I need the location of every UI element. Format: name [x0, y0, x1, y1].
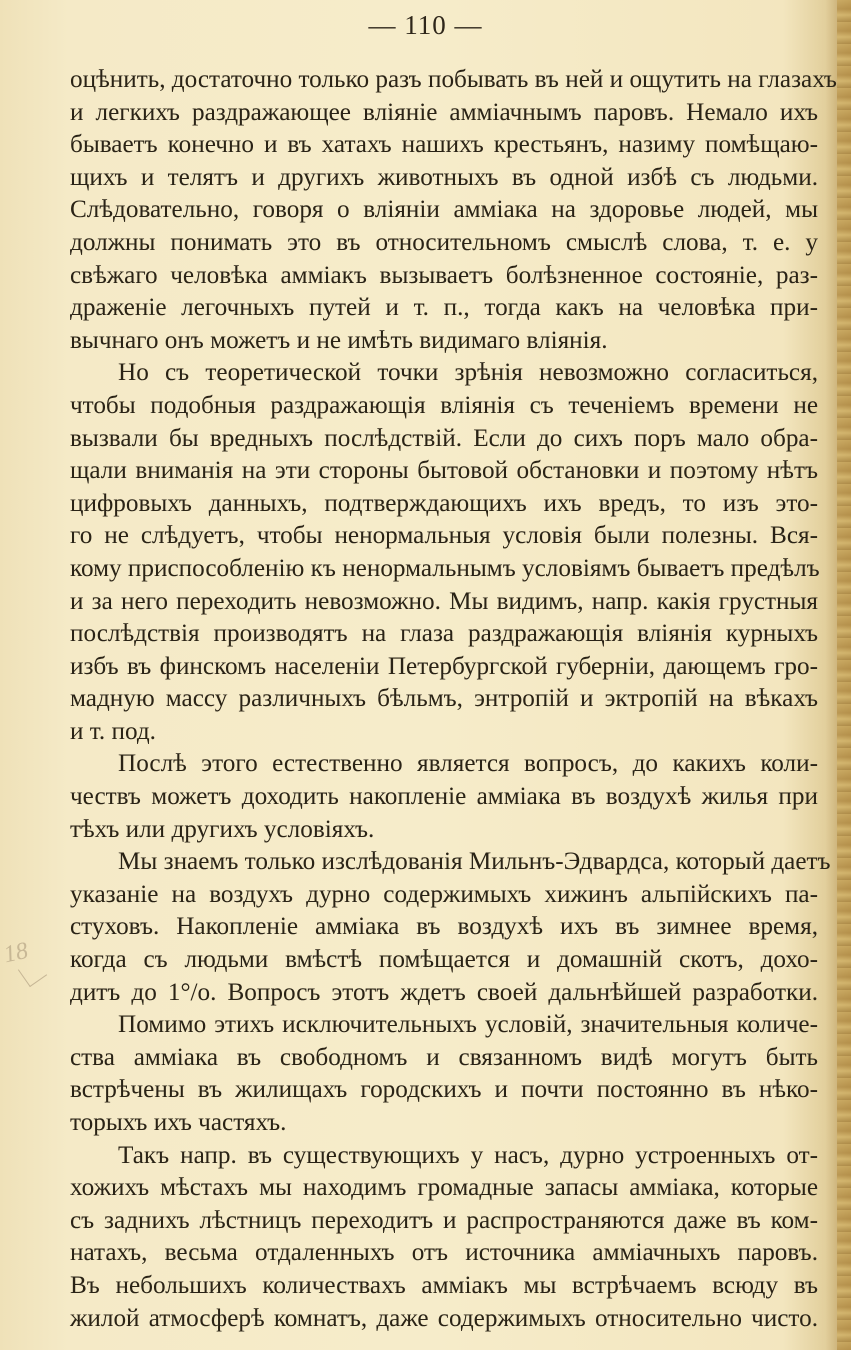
text-line: щали вниманія на эти стороны бытовой обстановки и поэтому нѣтъ [70, 457, 818, 485]
text-line: торыхъ ихъ частяхъ. [70, 1109, 287, 1136]
text-line: кому приспособленію къ ненормальнымъ условіямъ бываетъ предѣлъ [70, 554, 820, 582]
text-line: указаніе на воздухъ дурно содержимыхъ хижинъ альпійскихъ па- [70, 880, 818, 908]
text-line: мадную массу различныхъ бѣльмъ, энтропій и эктропій на вѣкахъ [70, 685, 818, 713]
text-line: Послѣ этого естественно является вопросъ, до какихъ коли- [118, 750, 818, 778]
text-line: дитъ до 1°/о. Вопросъ этотъ ждетъ своей дальнѣйшей разработки. [70, 978, 818, 1006]
text-line: натахъ, весьма отдаленныхъ отъ источника аммiачныхъ паровъ. [70, 1239, 818, 1267]
body-text [70, 64, 837, 1335]
text-line: встрѣчены въ жилищахъ городскихъ и почти постоянно въ нѣко- [70, 1076, 818, 1104]
text-line: свѣжаго человѣка аммiакъ вызываетъ болѣзненное состояніе, раз- [70, 261, 818, 289]
text-line: послѣдствія производятъ на глаза раздражающія вліянія курныхъ [70, 620, 818, 648]
text-line: Мы знаемъ только изслѣдованія Мильнъ-Эдвардса, который даетъ [118, 848, 831, 876]
text-line: избъ въ финскомъ населеніи Петербургской губерніи, дающемъ гро- [70, 652, 818, 680]
text-line: хожихъ мѣстахъ мы находимъ громадные запасы аммiака, которые [70, 1174, 818, 1202]
text-line: когда съ людьми вмѣстѣ помѣщается и домашній скотъ, дохо- [70, 946, 818, 974]
text-line: Слѣдовательно, говоря о вліяніи аммiака на здоровье людей, мы [70, 196, 818, 224]
text-line: цифровыхъ данныхъ, подтверждающихъ ихъ вредъ, то изъ это- [70, 489, 818, 517]
text-line: Такъ напр. въ существующихъ у насъ, дурно устроенныхъ от- [118, 1141, 818, 1169]
text-line: тѣхъ или другихъ условіяхъ. [70, 815, 375, 843]
text-line: ства аммiака въ свободномъ и связанномъ видѣ могутъ быть [70, 1043, 818, 1071]
text-line: оцѣнить, достаточно только разъ побывать въ ней и ощутить на глазахъ [70, 66, 837, 93]
text-line: чтобы подобныя раздражающія вліянія съ теченіемъ времени не [70, 391, 818, 419]
text-line: и легкихъ раздражающее вліяніе аммiачнымъ паровъ. Немало ихъ [70, 98, 818, 126]
text-line: чествъ можетъ доходить накопленіе аммiака въ воздухѣ жилья при [70, 783, 818, 811]
text-line: и за него переходить невозможно. Мы видимъ, напр. какія грустныя [70, 587, 818, 615]
text-line: вычнаго онъ можетъ и не имѣть видимаго вліянія. [70, 326, 608, 354]
text-line: щихъ и телятъ и другихъ животныхъ въ одной избѣ съ людьми. [70, 163, 818, 191]
text-line: съ заднихъ лѣстницъ переходитъ и распространяются даже въ ком- [70, 1206, 818, 1234]
margin-annotation: 18 [1, 937, 31, 969]
text-line: должны понимать это въ относительномъ смыслѣ слова, т. е. у [70, 228, 818, 256]
text-line: Но съ теоретической точки зрѣнія невозможно согласиться, [118, 359, 818, 387]
text-line: жилой атмосферѣ комнатъ, даже содержимыхъ относительно чисто. [70, 1304, 818, 1332]
text-line: вызвали бы вредныхъ послѣдствій. Если до сихъ поръ мало обра- [70, 424, 818, 452]
text-line: драженіе легочныхъ путей и т. п., тогда какъ на человѣка при- [70, 294, 818, 322]
text-line: стуховъ. Накопленіе аммiака въ воздухѣ ихъ въ зимнее время, [70, 913, 818, 941]
page-edge [837, 0, 851, 1350]
text-line: го не слѣдуетъ, чтобы ненормальныя условія были полезны. Вся- [70, 522, 818, 550]
text-line: и т. под. [70, 717, 156, 745]
page-number: — 110 — [368, 10, 483, 40]
text-line: бываетъ конечно и въ хатахъ нашихъ крестьянъ, назиму помѣщаю- [70, 131, 818, 159]
text-line: Помимо этихъ исключительныхъ условій, значительныя количе- [118, 1011, 818, 1039]
text-line: Въ небольшихъ количествахъ аммiакъ мы встрѣчаемъ всюду въ [70, 1271, 818, 1299]
